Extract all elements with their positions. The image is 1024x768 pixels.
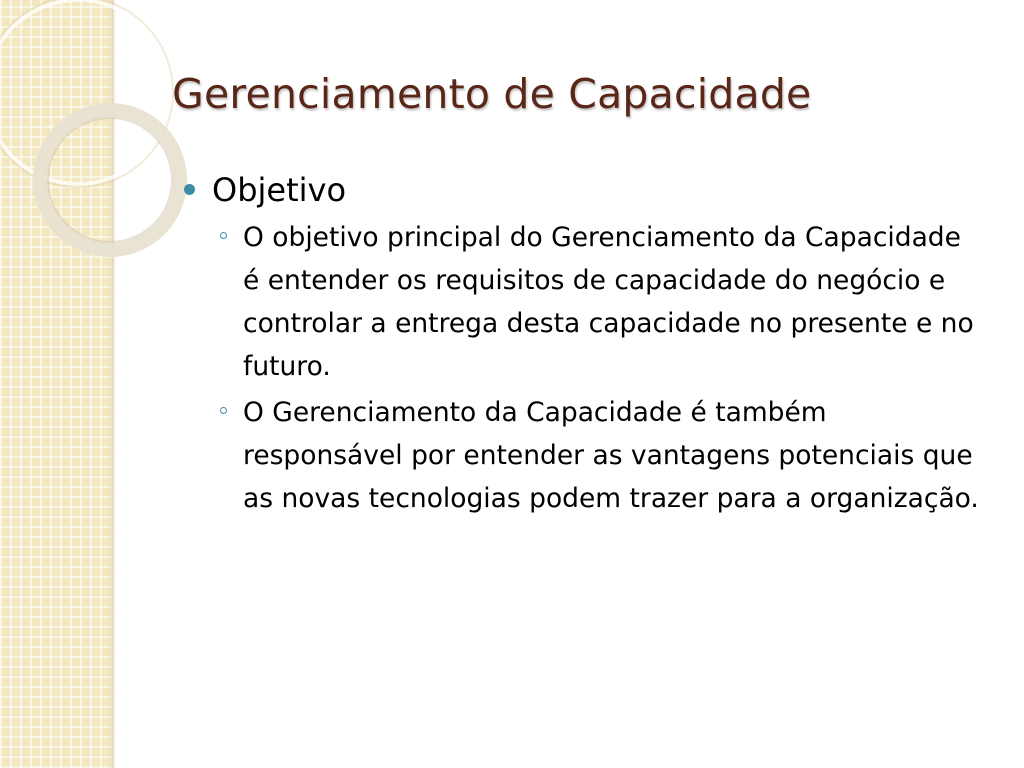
decorative-rings	[0, 0, 200, 260]
sub-bullet-objetivo-principal	[182, 216, 983, 388]
filled-bullet-icon	[184, 184, 195, 195]
bullet-objetivo	[182, 168, 982, 212]
ring-bullet-icon	[220, 232, 227, 239]
slide-content	[182, 168, 982, 523]
sub-bullet-text: O Gerenciamento da Capacidade é também responsável por entender as vantagens potenciais que as novas tecnologias podem trazer para a organização.	[243, 397, 979, 514]
sub-bullet-text: O objetivo principal do Gerenciamento da Capacidade é entender os requisitos de capacidade do negócio e controlar a entrega desta capacidade no presente e no futuro.	[243, 222, 974, 382]
sub-bullet-responsavel	[182, 391, 983, 520]
decorative-ring-large-shadow	[0, 0, 173, 187]
decorative-ring-large	[0, 0, 170, 184]
ring-bullet-icon	[220, 407, 227, 414]
slide-title: Gerenciamento de Capacidade	[172, 70, 812, 118]
bullet-objetivo-text: Objetivo	[212, 171, 347, 209]
